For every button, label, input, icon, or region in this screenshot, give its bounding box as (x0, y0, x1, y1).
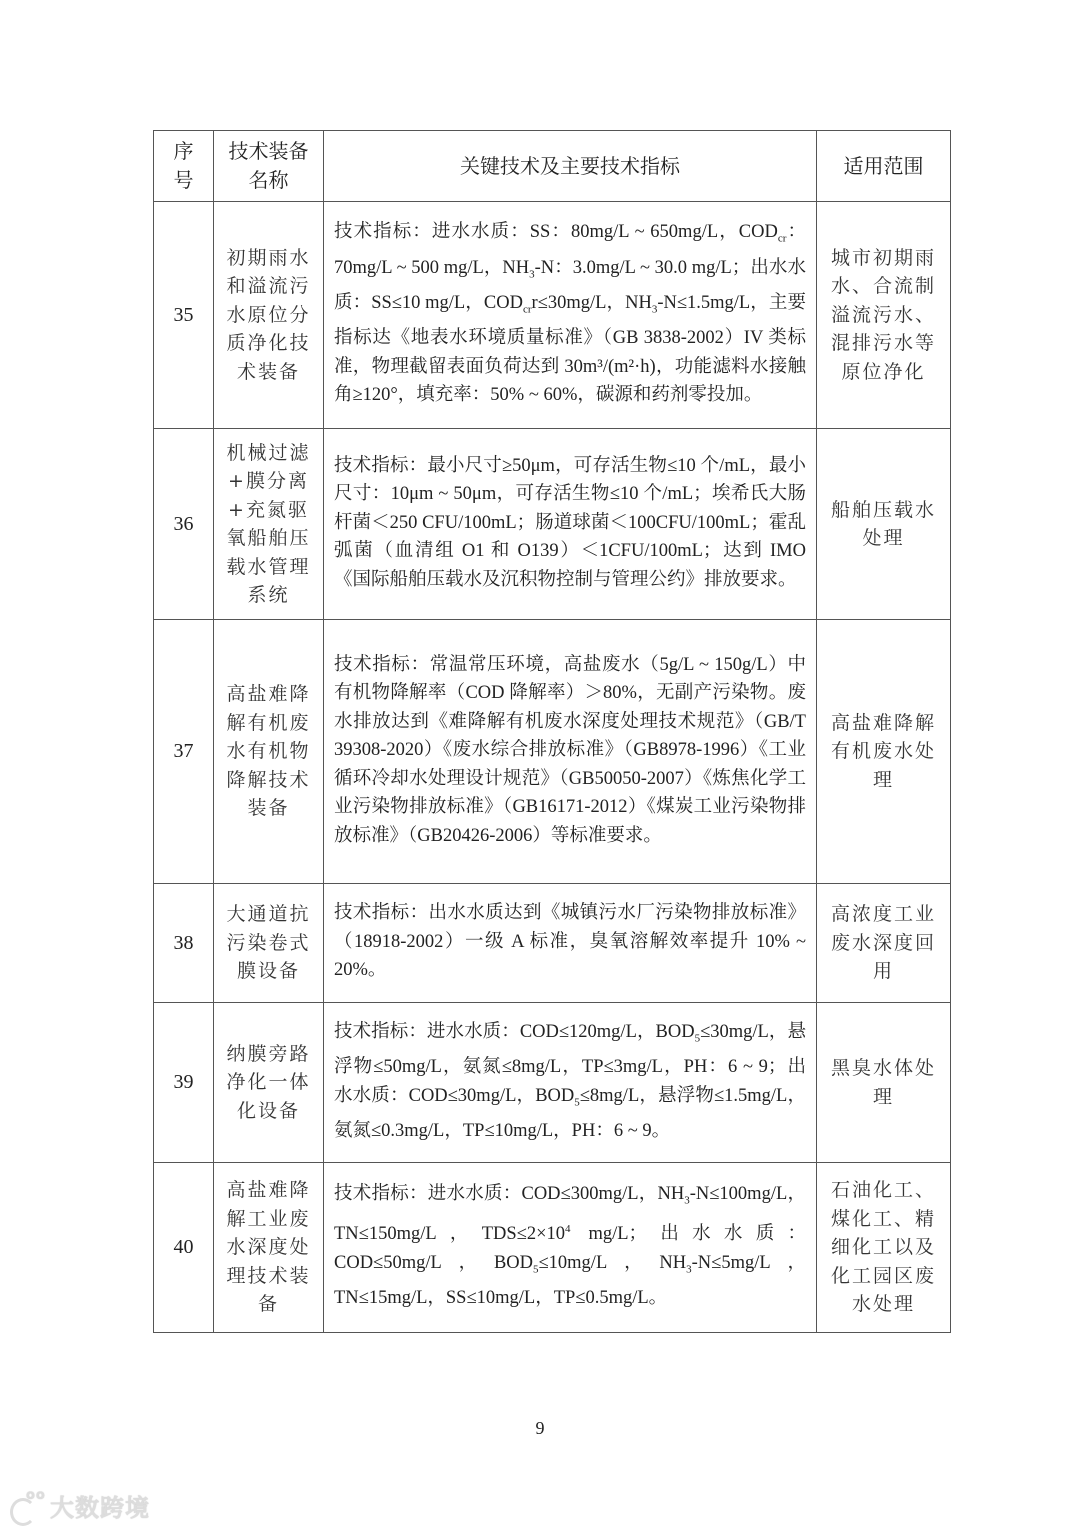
tech-spec: 技术指标：出水水质达到《城镇污水厂污染物排放标准》（18918-2002）一级 A 标准，臭氧溶解效率提升 10% ~ 20%。 (324, 884, 817, 1003)
equipment-name: 机械过滤+膜分离+充氮驱氧船舶压载水管理系统 (214, 429, 324, 620)
watermark-logo-icon (8, 1494, 44, 1524)
table-row (154, 620, 951, 884)
row-number: 38 (154, 884, 214, 1003)
tech-spec: 技术指标：常温常压环境，高盐废水（5g/L ~ 150g/L）中有机物降解率（COD 降解率）＞80%，无副产污染物。废水排放达到《难降解有机废水深度处理技术规范》（GB/T 39308-2020）《废水综合排放标准》（GB8978-1996）《工业循环冷却水处理设计规范》（GB50050-2007）《炼焦化学工业污染物排放标准》（GB16171-2012）《煤炭工业污染物排放标准》（GB20426-2006）等标准要求。 (324, 620, 817, 884)
table-header-row (154, 131, 951, 202)
application-scope: 高浓度工业废水深度回用 (817, 884, 951, 1003)
header-scope: 适用范围 (817, 131, 951, 202)
row-number: 40 (154, 1163, 214, 1333)
row-number: 39 (154, 1003, 214, 1163)
tech-spec: 技术指标：进水水质：COD≤120mg/L，$BOD_5\le 30mg/L$，悬浮物≤50mg/L，氨氮≤8mg/L，TP≤3mg/L，PH：6 ~ 9；出水水质：COD≤30mg/L，$BOD_5\le 8mg/L$，悬浮物≤1.5mg/L，氨氮≤0.3mg/L，TP≤10mg/L，PH：6 ~ 9。 (324, 1003, 817, 1163)
table-row (154, 429, 951, 620)
equipment-name: 高盐难降解有机废水有机物降解技术装备 (214, 620, 324, 884)
application-scope: 黑臭水体处理 (817, 1003, 951, 1163)
application-scope: 船舶压载水处理 (817, 429, 951, 620)
header-serial-no: 序 号 (154, 131, 214, 202)
header-equipment-name: 技术装备 名称 (214, 131, 324, 202)
watermark (8, 1488, 150, 1524)
table-row (154, 1003, 951, 1163)
application-scope: 高盐难降解有机废水处理 (817, 620, 951, 884)
table-row (154, 884, 951, 1003)
tech-spec: 技术指标：进水水质：SS：80mg/L ~ 650mg/L，$COD_{cr}$：70mg/L ~ 500 mg/L，$NH_3-N$：3.0mg/L ~ 30.0 mg/L；出水水质：SS≤10 mg/L，$COD_{cr}r\le 30mg/L$，$NH_3-N\le 1.5mg/L$，主要指标达《地表水环境质量标准》（GB 3838-2002）IV 类标准，物理截留表面负荷达到 30m³/(m²·h)，功能滤料水接触角≥120°，填充率：50% ~ 60%，碳源和药剂零投加。 (324, 202, 817, 429)
table-row (154, 1163, 951, 1333)
equipment-name: 纳膜旁路净化一体化设备 (214, 1003, 324, 1163)
equipment-name: 高盐难降解工业废水深度处理技术装备 (214, 1163, 324, 1333)
row-number: 37 (154, 620, 214, 884)
row-number: 36 (154, 429, 214, 620)
equipment-name: 初期雨水和溢流污水原位分质净化技术装备 (214, 202, 324, 429)
header-key-tech: 关键技术及主要技术指标 (324, 131, 817, 202)
tech-spec: 技术指标：进水水质：COD≤300mg/L，$NH_3-N\le 100mg/L$，TN≤150mg/L，$TDS\le 2\times 10^4$ mg/L；出水水质：COD≤50mg/L，$BOD_5\le 10mg/L$，$NH_3-N\le 5mg/L$，TN≤15mg/L，SS≤10mg/L，TP≤0.5mg/L。 (324, 1163, 817, 1333)
application-scope: 石油化工、煤化工、精细化工以及化工园区废水处理 (817, 1163, 951, 1333)
row-number: 35 (154, 202, 214, 429)
equipment-name: 大通道抗污染卷式膜设备 (214, 884, 324, 1003)
equipment-table (153, 130, 951, 1333)
tech-spec: 技术指标：最小尺寸≥50μm，可存活生物≤10 个/mL，最小尺寸：10μm ~ 50μm，可存活生物≤10 个/mL；埃希氏大肠杆菌＜250 CFU/100mL；肠道球菌＜100CFU/100mL；霍乱弧菌（血清组 O1 和 O139）＜1CFU/100mL；达到 IMO《国际船舶压载水及沉积物控制与管理公约》排放要求。 (324, 429, 817, 620)
watermark-text: 大数跨境 (50, 1494, 150, 1522)
application-scope: 城市初期雨水、合流制溢流污水、混排污水等原位净化 (817, 202, 951, 429)
page-number: 9 (535, 1418, 545, 1438)
table-row (154, 202, 951, 429)
